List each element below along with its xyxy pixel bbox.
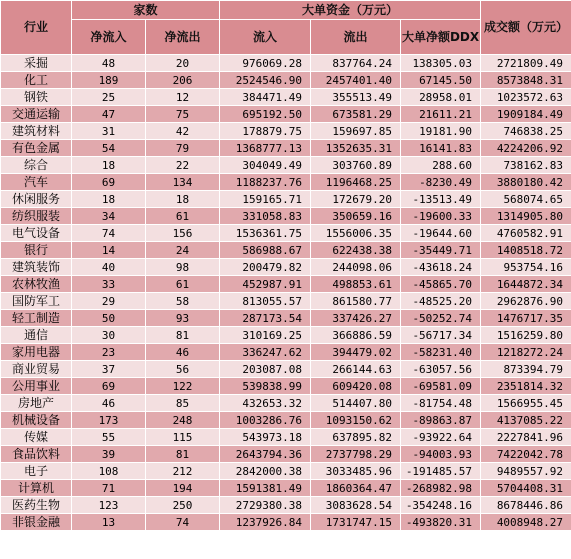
net-ddx-cell: -89863.87 xyxy=(401,412,481,429)
net-out-cell: 115 xyxy=(146,429,220,446)
outflow-cell: 637895.82 xyxy=(311,429,401,446)
net-ddx-cell: 28958.01 xyxy=(401,89,481,106)
industry-cell: 综合 xyxy=(1,157,72,174)
industry-cell: 银行 xyxy=(1,242,72,259)
net-out-cell: 212 xyxy=(146,463,220,480)
outflow-cell: 861580.77 xyxy=(311,293,401,310)
industry-cell: 非银金融 xyxy=(1,514,72,531)
net-in-cell: 13 xyxy=(72,514,146,531)
outflow-header: 流出 xyxy=(311,20,401,55)
net-out-cell: 12 xyxy=(146,89,220,106)
net-in-cell: 69 xyxy=(72,174,146,191)
industry-cell: 房地产 xyxy=(1,395,72,412)
inflow-cell: 384471.49 xyxy=(220,89,311,106)
inflow-cell: 1237926.84 xyxy=(220,514,311,531)
outflow-cell: 514407.80 xyxy=(311,395,401,412)
volume-cell: 1408518.72 xyxy=(481,242,571,259)
table-body xyxy=(1,55,571,531)
industry-cell: 公用事业 xyxy=(1,378,72,395)
outflow-cell: 498853.61 xyxy=(311,276,401,293)
net-out-cell: 79 xyxy=(146,140,220,157)
industry-cell: 建筑材料 xyxy=(1,123,72,140)
net-in-cell: 74 xyxy=(72,225,146,242)
volume-cell: 1314905.80 xyxy=(481,208,571,225)
outflow-cell: 622438.38 xyxy=(311,242,401,259)
volume-cell: 1516259.80 xyxy=(481,327,571,344)
table-row xyxy=(1,157,571,174)
net-in-cell: 30 xyxy=(72,327,146,344)
industry-cell: 机械设备 xyxy=(1,412,72,429)
inflow-cell: 2643794.36 xyxy=(220,446,311,463)
net-ddx-cell: -81754.48 xyxy=(401,395,481,412)
volume-cell: 1218272.24 xyxy=(481,344,571,361)
net-ddx-cell: -93922.64 xyxy=(401,429,481,446)
inflow-cell: 2842000.38 xyxy=(220,463,311,480)
net-out-cell: 122 xyxy=(146,378,220,395)
table-row xyxy=(1,429,571,446)
industry-cell: 商业贸易 xyxy=(1,361,72,378)
outflow-cell: 266144.63 xyxy=(311,361,401,378)
net-ddx-cell: -268982.98 xyxy=(401,480,481,497)
net-out-cell: 81 xyxy=(146,327,220,344)
table-row xyxy=(1,174,571,191)
net-in-cell: 37 xyxy=(72,361,146,378)
table-row xyxy=(1,446,571,463)
net-ddx-cell: -354248.16 xyxy=(401,497,481,514)
net-in-cell: 123 xyxy=(72,497,146,514)
net-in-cell: 50 xyxy=(72,310,146,327)
net-out-cell: 58 xyxy=(146,293,220,310)
inflow-cell: 1591381.49 xyxy=(220,480,311,497)
industry-cell: 通信 xyxy=(1,327,72,344)
inflow-cell: 813055.57 xyxy=(220,293,311,310)
volume-cell: 2351814.32 xyxy=(481,378,571,395)
outflow-cell: 3033485.96 xyxy=(311,463,401,480)
industry-cell: 有色金属 xyxy=(1,140,72,157)
inflow-cell: 203087.08 xyxy=(220,361,311,378)
net-ddx-header: 大单净额DDX xyxy=(401,20,481,55)
industry-cell: 家用电器 xyxy=(1,344,72,361)
outflow-cell: 837764.24 xyxy=(311,55,401,72)
outflow-cell: 355513.49 xyxy=(311,89,401,106)
inflow-cell: 539838.99 xyxy=(220,378,311,395)
outflow-cell: 394479.02 xyxy=(311,344,401,361)
volume-cell: 738162.83 xyxy=(481,157,571,174)
net-out-cell: 24 xyxy=(146,242,220,259)
net-out-cell: 42 xyxy=(146,123,220,140)
net-in-cell: 14 xyxy=(72,242,146,259)
table-row xyxy=(1,514,571,531)
inflow-cell: 695192.50 xyxy=(220,106,311,123)
outflow-cell: 1196468.25 xyxy=(311,174,401,191)
table-row xyxy=(1,72,571,89)
net-out-cell: 93 xyxy=(146,310,220,327)
net-in-cell: 47 xyxy=(72,106,146,123)
industry-cell: 食品饮料 xyxy=(1,446,72,463)
table-row xyxy=(1,140,571,157)
volume-cell: 4137085.22 xyxy=(481,412,571,429)
inflow-cell: 331058.83 xyxy=(220,208,311,225)
volume-cell: 1566955.45 xyxy=(481,395,571,412)
net-ddx-cell: 288.60 xyxy=(401,157,481,174)
inflow-cell: 1003286.76 xyxy=(220,412,311,429)
volume-cell: 953754.16 xyxy=(481,259,571,276)
volume-cell: 4008948.27 xyxy=(481,514,571,531)
inflow-cell: 310169.25 xyxy=(220,327,311,344)
outflow-cell: 1860364.47 xyxy=(311,480,401,497)
net-in-cell: 29 xyxy=(72,293,146,310)
industry-cell: 轻工制造 xyxy=(1,310,72,327)
industry-cell: 计算机 xyxy=(1,480,72,497)
inflow-header: 流入 xyxy=(220,20,311,55)
outflow-cell: 2457401.40 xyxy=(311,72,401,89)
net-in-cell: 46 xyxy=(72,395,146,412)
net-ddx-cell: -50252.74 xyxy=(401,310,481,327)
net-out-cell: 74 xyxy=(146,514,220,531)
table-row xyxy=(1,480,571,497)
table-row xyxy=(1,361,571,378)
volume-cell: 4224206.92 xyxy=(481,140,571,157)
inflow-cell: 304049.49 xyxy=(220,157,311,174)
net-in-cell: 40 xyxy=(72,259,146,276)
table-row xyxy=(1,191,571,208)
net-out-cell: 46 xyxy=(146,344,220,361)
outflow-cell: 1556006.35 xyxy=(311,225,401,242)
outflow-cell: 366886.59 xyxy=(311,327,401,344)
net-in-cell: 54 xyxy=(72,140,146,157)
inflow-cell: 200479.82 xyxy=(220,259,311,276)
volume-cell: 4760582.91 xyxy=(481,225,571,242)
industry-cell: 建筑装饰 xyxy=(1,259,72,276)
net-ddx-cell: -45865.70 xyxy=(401,276,481,293)
inflow-cell: 432653.32 xyxy=(220,395,311,412)
net-in-cell: 18 xyxy=(72,191,146,208)
industry-cell: 电子 xyxy=(1,463,72,480)
net-ddx-cell: 19181.90 xyxy=(401,123,481,140)
outflow-cell: 2737798.29 xyxy=(311,446,401,463)
net-ddx-cell: 67145.50 xyxy=(401,72,481,89)
net-in-cell: 69 xyxy=(72,378,146,395)
table-header xyxy=(1,1,571,55)
industry-cell: 汽车 xyxy=(1,174,72,191)
net-out-cell: 22 xyxy=(146,157,220,174)
outflow-cell: 609420.08 xyxy=(311,378,401,395)
inflow-cell: 1536361.75 xyxy=(220,225,311,242)
net-in-cell: 55 xyxy=(72,429,146,446)
industry-header: 行业 xyxy=(1,1,72,55)
inflow-cell: 287173.54 xyxy=(220,310,311,327)
count-group-header: 家数 xyxy=(72,1,220,20)
net-ddx-cell: -69581.09 xyxy=(401,378,481,395)
net-ddx-cell: -35449.71 xyxy=(401,242,481,259)
inflow-cell: 2729380.38 xyxy=(220,497,311,514)
net-out-cell: 85 xyxy=(146,395,220,412)
volume-cell: 1476717.35 xyxy=(481,310,571,327)
net-out-cell: 61 xyxy=(146,276,220,293)
volume-cell: 2962876.90 xyxy=(481,293,571,310)
volume-header: 成交额（万元） xyxy=(481,1,571,55)
industry-cell: 传媒 xyxy=(1,429,72,446)
volume-cell: 3880180.42 xyxy=(481,174,571,191)
volume-cell: 8678446.86 xyxy=(481,497,571,514)
table-row xyxy=(1,497,571,514)
industry-cell: 国防军工 xyxy=(1,293,72,310)
inflow-cell: 178879.75 xyxy=(220,123,311,140)
industry-cell: 钢铁 xyxy=(1,89,72,106)
net-ddx-cell: 138305.03 xyxy=(401,55,481,72)
volume-cell: 1909184.49 xyxy=(481,106,571,123)
table-row xyxy=(1,395,571,412)
net-ddx-cell: -8230.49 xyxy=(401,174,481,191)
outflow-cell: 673581.29 xyxy=(311,106,401,123)
volume-cell: 2721809.49 xyxy=(481,55,571,72)
industry-cell: 化工 xyxy=(1,72,72,89)
outflow-cell: 1093150.62 xyxy=(311,412,401,429)
net-in-cell: 48 xyxy=(72,55,146,72)
table-row xyxy=(1,89,571,106)
outflow-cell: 350659.16 xyxy=(311,208,401,225)
inflow-cell: 1188237.76 xyxy=(220,174,311,191)
volume-cell: 873394.79 xyxy=(481,361,571,378)
net-ddx-cell: -63057.56 xyxy=(401,361,481,378)
table-row xyxy=(1,276,571,293)
table-row xyxy=(1,242,571,259)
industry-cell: 医药生物 xyxy=(1,497,72,514)
net-out-cell: 56 xyxy=(146,361,220,378)
net-ddx-cell: -191485.57 xyxy=(401,463,481,480)
inflow-cell: 1368777.13 xyxy=(220,140,311,157)
net-out-cell: 75 xyxy=(146,106,220,123)
industry-cell: 纺织服装 xyxy=(1,208,72,225)
industry-cell: 电气设备 xyxy=(1,225,72,242)
net-out-cell: 206 xyxy=(146,72,220,89)
net-out-cell: 61 xyxy=(146,208,220,225)
net-out-cell: 194 xyxy=(146,480,220,497)
industry-cell: 采掘 xyxy=(1,55,72,72)
net-out-cell: 156 xyxy=(146,225,220,242)
net-in-cell: 71 xyxy=(72,480,146,497)
volume-cell: 746838.25 xyxy=(481,123,571,140)
net-ddx-cell: -48525.20 xyxy=(401,293,481,310)
net-in-cell: 34 xyxy=(72,208,146,225)
net-out-cell: 248 xyxy=(146,412,220,429)
net-in-cell: 39 xyxy=(72,446,146,463)
table-row xyxy=(1,344,571,361)
table-row xyxy=(1,106,571,123)
net-in-cell: 18 xyxy=(72,157,146,174)
net-out-cell: 81 xyxy=(146,446,220,463)
net-ddx-cell: -56717.34 xyxy=(401,327,481,344)
outflow-cell: 1731747.15 xyxy=(311,514,401,531)
net-ddx-cell: -13513.49 xyxy=(401,191,481,208)
net-in-header: 净流入 xyxy=(72,20,146,55)
net-out-cell: 250 xyxy=(146,497,220,514)
net-in-cell: 31 xyxy=(72,123,146,140)
volume-cell: 1644872.34 xyxy=(481,276,571,293)
inflow-cell: 159165.71 xyxy=(220,191,311,208)
table-row xyxy=(1,310,571,327)
inflow-cell: 2524546.90 xyxy=(220,72,311,89)
table-row xyxy=(1,123,571,140)
net-in-cell: 108 xyxy=(72,463,146,480)
volume-cell: 5704408.31 xyxy=(481,480,571,497)
outflow-cell: 159697.85 xyxy=(311,123,401,140)
outflow-cell: 303760.89 xyxy=(311,157,401,174)
net-ddx-cell: -19600.33 xyxy=(401,208,481,225)
net-ddx-cell: -493820.31 xyxy=(401,514,481,531)
table-row xyxy=(1,208,571,225)
volume-cell: 1023572.63 xyxy=(481,89,571,106)
net-ddx-cell: -94003.93 xyxy=(401,446,481,463)
outflow-cell: 337426.27 xyxy=(311,310,401,327)
inflow-cell: 976069.28 xyxy=(220,55,311,72)
net-in-cell: 25 xyxy=(72,89,146,106)
inflow-cell: 336247.62 xyxy=(220,344,311,361)
table-row xyxy=(1,378,571,395)
table-row xyxy=(1,463,571,480)
net-in-cell: 33 xyxy=(72,276,146,293)
industry-cell: 交通运输 xyxy=(1,106,72,123)
big-order-group-header: 大单资金（万元） xyxy=(220,1,481,20)
net-out-cell: 134 xyxy=(146,174,220,191)
net-ddx-cell: -43618.24 xyxy=(401,259,481,276)
outflow-cell: 1352635.31 xyxy=(311,140,401,157)
net-out-cell: 18 xyxy=(146,191,220,208)
net-ddx-cell: 16141.83 xyxy=(401,140,481,157)
outflow-cell: 172679.20 xyxy=(311,191,401,208)
volume-cell: 8573848.31 xyxy=(481,72,571,89)
industry-cell: 休闲服务 xyxy=(1,191,72,208)
net-in-cell: 173 xyxy=(72,412,146,429)
table-row xyxy=(1,55,571,72)
net-ddx-cell: 21611.21 xyxy=(401,106,481,123)
volume-cell: 568074.65 xyxy=(481,191,571,208)
table-row xyxy=(1,293,571,310)
outflow-cell: 3083628.54 xyxy=(311,497,401,514)
net-ddx-cell: -58231.40 xyxy=(401,344,481,361)
net-in-cell: 189 xyxy=(72,72,146,89)
industry-cell: 农林牧渔 xyxy=(1,276,72,293)
table-row xyxy=(1,412,571,429)
table-row xyxy=(1,327,571,344)
net-in-cell: 23 xyxy=(72,344,146,361)
table-row xyxy=(1,225,571,242)
inflow-cell: 452987.91 xyxy=(220,276,311,293)
volume-cell: 9489557.92 xyxy=(481,463,571,480)
net-out-header: 净流出 xyxy=(146,20,220,55)
volume-cell: 2227841.96 xyxy=(481,429,571,446)
volume-cell: 7422042.78 xyxy=(481,446,571,463)
table-row xyxy=(1,259,571,276)
net-ddx-cell: -19644.60 xyxy=(401,225,481,242)
net-out-cell: 20 xyxy=(146,55,220,72)
inflow-cell: 543973.18 xyxy=(220,429,311,446)
inflow-cell: 586988.67 xyxy=(220,242,311,259)
outflow-cell: 244098.06 xyxy=(311,259,401,276)
net-out-cell: 98 xyxy=(146,259,220,276)
